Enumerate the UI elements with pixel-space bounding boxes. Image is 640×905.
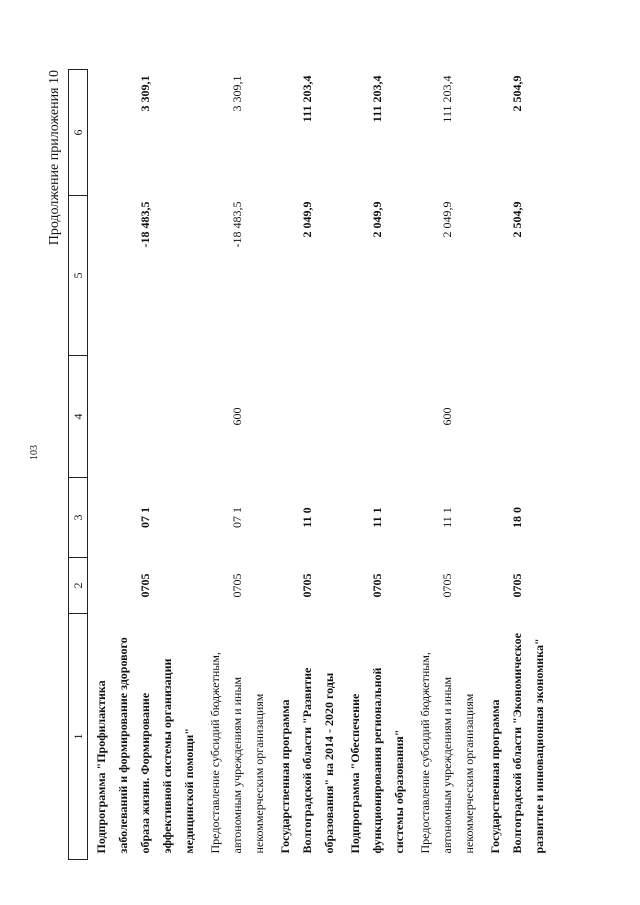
section-code-cell: 0705 bbox=[138, 573, 152, 598]
table-row bbox=[202, 70, 272, 860]
target-code-cell: 07 1 bbox=[230, 507, 244, 528]
appendix-subtitle: Продолжение приложения 10 bbox=[47, 70, 62, 246]
section-code-cell: 0705 bbox=[510, 573, 524, 598]
section-code-cell: 0705 bbox=[300, 573, 314, 598]
total-amount-cell: 111 203,4 bbox=[440, 75, 454, 123]
total-amount-cell: 2 504,9 bbox=[510, 75, 524, 112]
expense-type-cell bbox=[88, 356, 203, 478]
row-name-cell: Подпрограмма "Профилактика заболеваний и формирование здорового образа жизни. Формирование эффективной системы организации медицинской помощи" bbox=[94, 637, 196, 854]
change-amount-cell: -18 483,5 bbox=[230, 201, 244, 248]
col-header-1: 1 bbox=[69, 614, 88, 860]
row-name-cell: Предоставление субсидий бюджетным, автономным учреждениям и иным некоммерческим организациям bbox=[418, 652, 476, 854]
row-name-cell: Государственная программа Волгоградской области "Экономическое развитие и инновационная экономика" bbox=[488, 633, 546, 854]
rotated-page bbox=[44, 70, 614, 860]
table-row bbox=[272, 70, 342, 860]
expense-type-cell: 600 bbox=[440, 407, 454, 426]
row-name-cell: Государственная программа Волгоградской области "Развитие образования" на 2014 - 2020 годы bbox=[278, 667, 336, 854]
total-amount-cell: 3 309,1 bbox=[230, 75, 244, 112]
col-header-3: 3 bbox=[69, 478, 88, 558]
section-code-cell: 0705 bbox=[370, 573, 384, 598]
col-header-2: 2 bbox=[69, 558, 88, 614]
total-amount-cell: 3 309,1 bbox=[138, 75, 152, 112]
page-number: 103 bbox=[29, 445, 40, 460]
target-code-cell: 07 1 bbox=[138, 507, 152, 528]
total-amount-cell: 111 203,4 bbox=[300, 75, 314, 123]
expense-type-cell bbox=[342, 356, 412, 478]
change-amount-cell: 2 049,9 bbox=[370, 201, 384, 238]
change-amount-cell: -18 483,5 bbox=[138, 201, 152, 248]
table-row bbox=[342, 70, 412, 860]
change-amount-cell: 2 049,9 bbox=[300, 201, 314, 238]
target-code-cell: 11 1 bbox=[370, 507, 384, 528]
expense-type-cell: 600 bbox=[230, 407, 244, 426]
section-code-cell: 0705 bbox=[440, 573, 454, 598]
row-name-cell: Подпрограмма "Обеспечение функционирования региональной системы образования" bbox=[348, 667, 406, 854]
table-row bbox=[88, 70, 203, 860]
target-code-cell: 18 0 bbox=[510, 507, 524, 528]
col-header-4: 4 bbox=[69, 356, 88, 478]
section-code-cell: 0705 bbox=[230, 573, 244, 598]
target-code-cell: 11 0 bbox=[300, 507, 314, 528]
target-code-cell: 11 1 bbox=[440, 507, 454, 528]
col-header-6: 6 bbox=[69, 70, 88, 196]
header-row bbox=[69, 70, 88, 860]
table-row bbox=[482, 70, 552, 860]
total-amount-cell: 111 203,4 bbox=[370, 75, 384, 123]
table-row bbox=[412, 70, 482, 860]
expense-type-cell bbox=[482, 356, 552, 478]
budget-table bbox=[68, 69, 552, 860]
change-amount-cell: 2 049,9 bbox=[440, 201, 454, 238]
change-amount-cell: 2 504,9 bbox=[510, 201, 524, 238]
row-name-cell: Предоставление субсидий бюджетным, автономным учреждениям и иным некоммерческим организациям bbox=[208, 652, 266, 854]
expense-type-cell bbox=[272, 356, 342, 478]
col-header-5: 5 bbox=[69, 196, 88, 356]
